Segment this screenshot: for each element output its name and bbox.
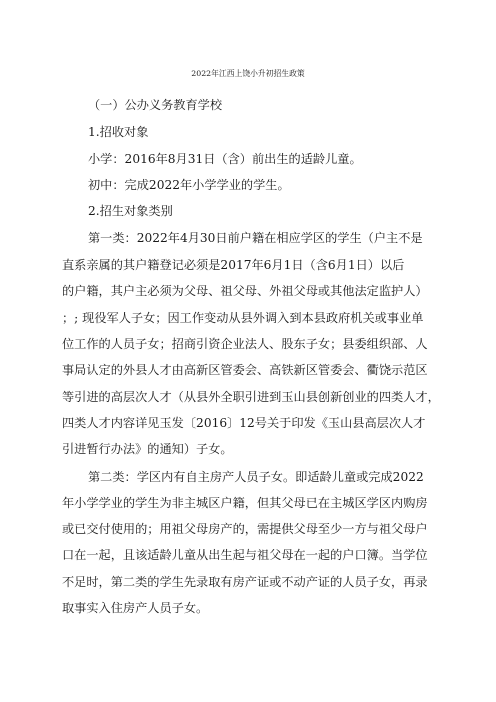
paragraph-line: 或已交付使用的；用祖父母房产的，需提供父母至少一方与祖父母户 <box>62 522 428 536</box>
paragraph-line: ；; 现役军人子女；因工作变动从县外调入到本县政府机关或事业单 <box>62 311 424 325</box>
paragraph-line: 不足时，第二类的学生先录取有房产证或不动产证的人员子女，再录 <box>62 575 428 589</box>
paragraph-line: 取事实入住房产人员子女。 <box>62 601 209 615</box>
paragraph-line: 初中：完成2022年小学学业的学生。 <box>88 178 290 192</box>
paragraph-line: 第二类：学区内有自主房产人员子女。即适龄儿童或完成2022 <box>88 470 424 484</box>
paragraph-line: 小学：2016年8月31日（含）前出生的适龄儿童。 <box>88 152 362 166</box>
paragraph-line: 事局认定的外县人才由高新区管委会、高铁新区管委会、衢饶示范区 <box>62 363 428 377</box>
paragraph-line: 直系亲属的其户籍登记必须是2017年6月1日（含6月1日）以后 <box>62 258 405 272</box>
document-title: 2022年江西上饶小升初招生政策 <box>191 69 305 78</box>
paragraph-line: 等引进的高层次人才（从县外全职引进到玉山县创新创业的四类人才， <box>62 390 440 404</box>
paragraph-line: 引进暂行办法》的通知）子女。 <box>62 442 233 456</box>
paragraph-line: 的户籍，其户主必须为父母、祖父母、外祖父母或其他法定监护人） <box>62 284 428 298</box>
paragraph-line: 口在一起，且该适龄儿童从出生起与祖父母在一起的户口簿。当学位 <box>62 548 428 562</box>
subsection-heading: 2.招生对象类别 <box>88 204 173 218</box>
paragraph-line: 位工作的人员子女；招商引资企业法人、股东子女；县委组织部、人 <box>62 337 428 351</box>
subsection-heading: 1.招收对象 <box>88 125 149 139</box>
section-heading: （一）公办义务教育学校 <box>88 98 223 112</box>
paragraph-line: 四类人才内容详见玉发〔2016〕12号关于印发《玉山县高层次人才 <box>62 416 426 430</box>
paragraph-line: 年小学学业的学生为非主城区户籍，但其父母已在主城区学区内购房 <box>62 496 428 510</box>
paragraph-line: 第一类：2022年4月30日前户籍在相应学区的学生（户主不是 <box>88 231 423 245</box>
